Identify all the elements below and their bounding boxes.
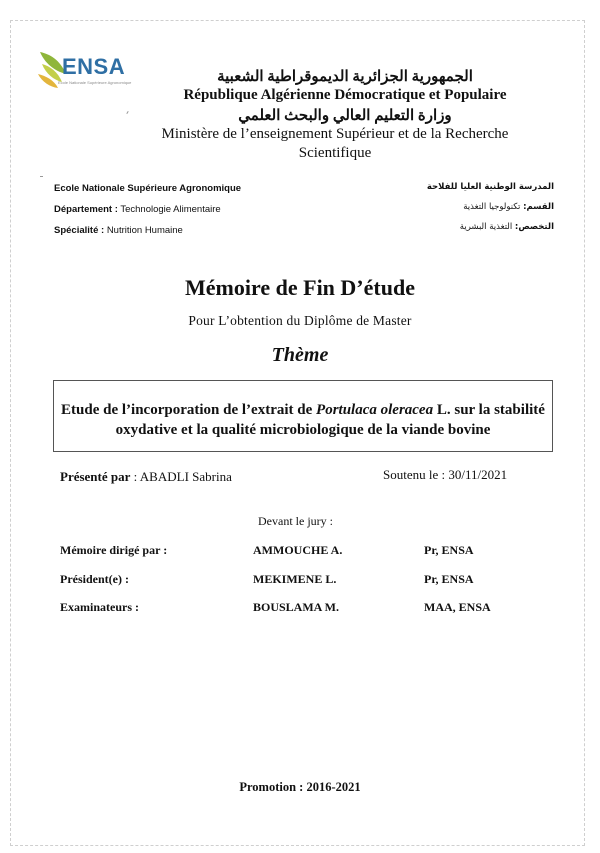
presented-name: ABADLI Sabrina	[139, 469, 232, 484]
republic-french: République Algérienne Démocratique et Populaire	[183, 87, 507, 103]
presented-separator: :	[130, 469, 140, 484]
document-subtitle: Pour L’obtention du Diplôme de Master	[188, 313, 412, 328]
theme-part-1: Etude de l’incorporation de l’extrait de	[61, 402, 317, 418]
jury-role-examiner: Examinateurs :	[60, 600, 139, 614]
jury-title-supervisor: Pr, ENSA	[424, 543, 474, 557]
theme-text	[55, 400, 551, 440]
jury-title-examiner: MAA, ENSA	[424, 600, 491, 614]
department-value-ar: تكنولوجيا التغذية	[463, 202, 521, 212]
ministry-french	[150, 125, 520, 163]
department-label: Département :	[54, 204, 118, 215]
speciality-value: Nutrition Humaine	[106, 225, 183, 236]
jury-title-president: Pr, ENSA	[424, 572, 474, 586]
speciality-value-ar: التغذية البشرية	[459, 222, 513, 232]
theme-heading: Thème	[271, 344, 329, 366]
jury-name-supervisor: AMMOUCHE A.	[253, 543, 343, 557]
logo-tagline: Ecole Nationale Supérieure Agronomique	[58, 80, 132, 85]
school-name-ar: المدرسة الوطنية العليا للفلاحة	[426, 182, 554, 192]
jury-role-president: Président(e) :	[60, 572, 129, 586]
jury-role-supervisor: Mémoire dirigé par :	[60, 543, 168, 557]
ensa-logo	[36, 44, 134, 94]
defended-date: Soutenu le : 30/11/2021	[383, 467, 508, 482]
promotion: Promotion : 2016-2021	[239, 780, 361, 794]
jury-heading: Devant le jury :	[258, 514, 333, 528]
presented-by	[60, 469, 232, 485]
school-name-fr: Ecole Nationale Supérieure Agronomique	[54, 183, 242, 194]
logo-wordmark: ENSA	[62, 54, 126, 79]
speciality-label: Spécialité :	[54, 225, 105, 236]
ministry-line-2: Scientifique	[298, 145, 372, 161]
republic-arabic: الجمهورية الجزائرية الديموقراطية الشعبية	[217, 69, 473, 85]
theme-part-2: L. sur la stabilité oxydative et la qualité microbiologique de la viande bovine	[115, 402, 545, 438]
scan-speck	[40, 176, 43, 177]
jury-name-examiner: BOUSLAMA M.	[253, 600, 340, 614]
ministry-arabic: وزارة التعليم العالي والبحث العلمي	[238, 108, 452, 124]
document-title: Mémoire de Fin D’étude	[185, 275, 415, 300]
speciality-label-ar: التخصص:	[514, 222, 554, 232]
theme-species: Portulaca oleracea	[316, 402, 434, 418]
presented-label: Présenté par	[60, 469, 131, 484]
department-value: Technologie Alimentaire	[120, 204, 221, 215]
department-label-ar: القسم:	[523, 202, 554, 212]
ministry-line-1: Ministère de l’enseignement Supérieur et de la Recherche	[161, 126, 509, 142]
department-ar	[463, 202, 554, 212]
speciality-ar	[460, 222, 554, 232]
department-fr	[54, 204, 221, 215]
jury-name-president: MEKIMENE L.	[253, 572, 337, 586]
speciality-fr	[54, 225, 183, 236]
